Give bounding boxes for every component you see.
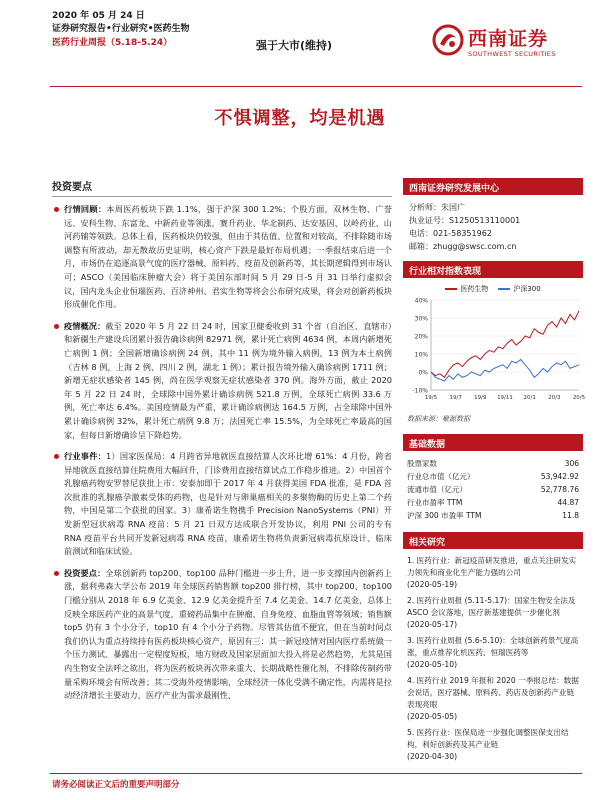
series-line: [431, 359, 579, 381]
x-tick-label: 20/1: [523, 395, 536, 401]
bullet-label: 投资要点：: [64, 567, 106, 578]
series-line: [431, 311, 579, 378]
report-category: 证券研究报告•行业研究•医药生物: [52, 24, 190, 34]
x-tick-label: 19/7: [449, 395, 462, 401]
y-tick-label: 40%: [414, 297, 428, 305]
team-title: 西南证券研究发展中心: [403, 178, 583, 195]
rating: 强于大市(维持): [256, 39, 333, 52]
related-date: (2020-05-17): [407, 620, 458, 629]
bullet-text: 1）国家医保局：4 月跨省异地就医直接结算人次环比增 61%：4 月份，跨省异地就医直接结算住院费用大幅回升，门诊费用直接结算试点工作稳步推进。2）中国首个乳腺癌药物安罗替尼获批上市：安泰加即于 2017 年 4 月获得美国 FDA 批准，是 FDA 首次批准的乳腺癌孕激素受体的药物，也是针对与卵巢癌相关的多聚物酶的历史上第二个药物，中国是第二个获批的国家。3）康希诺生物携手 Precision NanoSystems（PNI）开发新型冠状病毒 RNA 疫苗：5 月 21 日双方达成联合开发协议，利用 PNI 公司的专有 RNA 疫苗平台共同开发新冠病毒 RNA 疫苗，康希诺生物将负责新冠病毒抗原设计、临床前测试和临床试验。: [64, 451, 392, 557]
header-meta: [52, 10, 252, 51]
bullet-label: 行情回顾：: [64, 204, 107, 214]
legend-label: 医药生物: [460, 285, 489, 293]
basic-data-table: [403, 457, 583, 522]
legend-item: [445, 284, 488, 294]
related-text: 3. 医药行业周报 (5.6-5.10)：全球创新药景气度高涨，重点推荐化机医药、恒瑞医药等: [407, 636, 579, 657]
y-tick-label: 10%: [414, 351, 428, 359]
table-row: [403, 470, 583, 483]
legend-swatch: [498, 288, 510, 290]
footer-disclaimer: 请务必阅读正文后的重要声明部分: [52, 780, 180, 790]
related-text: 5. 医药行业：医保局进一步强化调整医保支出结构，利好创新药及其产业链: [407, 728, 569, 749]
x-tick-label: 19/5: [424, 395, 438, 401]
table-row: [403, 483, 583, 496]
related-item[interactable]: [407, 555, 581, 591]
row-label: 流通市值（亿元）: [407, 484, 467, 494]
footer-divider: [50, 773, 582, 774]
report-name: 医药行业周报（5.18-5.24）: [52, 38, 173, 48]
row-value: 44.87: [557, 497, 579, 507]
related-item[interactable]: [407, 595, 581, 631]
summary-bullet: [52, 203, 392, 312]
related-list: [403, 549, 583, 763]
related-date: (2020-05-05): [407, 712, 458, 721]
analyst-line: 执业证号：S1250513110001: [409, 216, 521, 225]
related-text: 2. 医药行业周报 (5.11-5.17)：国家生物安全法及 ASCO 会议落地，医疗新基建提供一步催化剂: [407, 596, 576, 617]
company-logo: [432, 20, 582, 66]
analyst-line: 分析师：朱国广: [409, 203, 465, 212]
x-tick-label: 19/9: [474, 395, 487, 401]
report-date: 2020 年 05 月 24 日: [52, 11, 145, 21]
related-date: (2020-05-10): [407, 660, 458, 669]
bullet-label: 行业事件：: [64, 451, 106, 462]
row-value: 306: [564, 458, 579, 468]
related-title: 相关研究: [403, 532, 583, 549]
index-chart: [403, 284, 586, 412]
table-row: [403, 457, 583, 470]
y-tick-label: 0%: [418, 369, 428, 377]
legend-label: 沪深300: [513, 285, 541, 293]
related-date: (2020-05-19): [407, 580, 458, 589]
analyst-line: 电话：021-58351962: [409, 229, 492, 238]
related-date: (2020-04-30): [407, 752, 458, 761]
y-tick-label: -10%: [412, 387, 428, 395]
summary-bullet: [52, 320, 392, 442]
related-item[interactable]: [407, 727, 581, 763]
page-title: 不惧调整，均是机遇: [214, 108, 386, 129]
bullet-text: 本周医药板块下跌 1.1%，强于沪深 300 1.2%；个股方面，双林生物、广誉远、安科生物、东富龙、中新药业等领涨，赛升药业、华北制药、达安基因、以岭药业、山河药辅等领跌。总体上看，医药板块仍较强，但由于其估值、位置和对较高，不排除随市场调整有所波动，却无散故历史证明，核心资产下跌是最好布局机遇；一季报结束后进一个月，市场仍在追逐高景气度的医疗器械、原料药、疫苗及创新药等，其长期逻辑得到市场认可；ASCO（美国临床肿瘤大会）将于美国东部时间 5 月 29 日-5 月 31 日举行虚拟会议，国内龙头企业恒瑞医药、百济神州、君实生物等将会公布研究成果，将会对创新药板块形成催化作用。: [64, 204, 392, 310]
summary-column: [52, 178, 392, 711]
related-item[interactable]: [407, 635, 581, 671]
x-tick-label: 20/3: [548, 395, 561, 401]
legend-swatch: [445, 288, 457, 290]
logo-text-en: SOUTHWEST SECURITIES: [468, 50, 556, 58]
bullet-label: 疫情概况：: [64, 320, 106, 331]
sidebar: [403, 178, 586, 767]
summary-heading: 投资要点: [52, 178, 392, 197]
related-text: 1. 医药行业：新冠疫苗研发推进，重点关注研发实力领先和商业化生产能力强的公司: [407, 556, 577, 577]
bullet-text: 截至 2020 年 5 月 22 日 24 时，国家卫健委收到 31 个省（自治区、直辖市）和新疆生产建设兵团累计报告确诊病例 82971 例，累计死亡病例 4634 例，本周内新增死亡病例 1 例；全国新增确诊病例 24 例，其中 11 例为境外输入病例，13 例为本土病例（吉林 8 例，上海 2 例，四川 2 例，湖北 1 例）；累计报告境外输入确诊病例 1711 例；新增无症状感染者 145 例，尚在医学观察无症状感染者 370 例。海外方面，截止 2020 年 5 月 22 日 24 时，全球除中国外累计确诊病例 521.8 万例，全球死亡病例 33.6 万例，死亡率达 6.4%。美国疫情最为严重，累计确诊病例达 164.5 万例，占全球除中国外累计确诊病例 32%，累计死亡病例 9.8 万；法国死亡率 15.5%，为全球死亡率最高的国家，但每日新增确诊呈下降趋势。: [64, 320, 392, 440]
table-row: [403, 509, 583, 522]
summary-bullet: [52, 567, 392, 703]
row-label: 行业总市值（亿元）: [407, 471, 475, 481]
chart-source: 数据来源：聚源数据: [407, 415, 470, 423]
row-value: 52,778.76: [540, 484, 579, 494]
logo-text-cn: 西南证券: [468, 28, 549, 50]
chart-plot: [403, 294, 586, 406]
table-row: [403, 496, 583, 509]
row-label: 沪深 300 市盈率 TTM: [407, 510, 482, 520]
analyst-info: [403, 195, 583, 261]
x-tick-label: 20/5: [572, 395, 586, 401]
summary-bullet: [52, 450, 392, 559]
y-tick-label: 20%: [414, 333, 428, 341]
header-divider: [50, 86, 582, 87]
y-tick-label: 30%: [414, 315, 428, 323]
x-tick-label: 19/11: [497, 395, 513, 401]
legend-item: [498, 284, 540, 294]
basic-data-title: 基础数据: [403, 434, 583, 451]
row-label: 股票家数: [407, 458, 437, 468]
bullet-text: 全球创新药 top200、top100 品种门槛进一步上升，进一步支撑国内创新药上涨，据利弗森大学公布 2019 年全球医药销售额 top200 排行榜，其中 top200、top100 门槛分别从 2018 年 6.9 亿美金、12.9 亿美金提升至 7.4 亿美金、14.7 亿美金，总体上反映全球医药产业的高景气度，重磅药品集中在肿瘤、自身免疫、血脂血管等领域；销售额 top5 仍有 3 个小分子，top10 有 4 个小分子药物。尽管其估值不便宜，但在当前时间点我们仍认为重点持续持有医药板块核心资产，原因有三：其一新冠疫情对国内医疗系统做一个压力测试、暴露出一定程度短板，地方财政及国家层面加大投入将是必然趋势，尤其是国内生物安全法呼之欲出，将为医药板块再次带来重大、长期战略性催化剂，不排除传制药带量采购环境会有所改善；其二受海外疫情影响，全球经济一体化受满不确定性，内需将是拉动经济增长主要动力，医疗产业为需求最刚性、: [64, 567, 392, 701]
chart-title: 行业相对指数表现: [403, 261, 583, 278]
chart-legend: [403, 284, 583, 294]
related-text: 4. 医药行业 2019 年报和 2020 一季报总结：数据会说话，医疗器械、原料药、药店及创新药产业链表现亮眼: [407, 676, 579, 709]
related-item[interactable]: [407, 675, 581, 723]
row-value: 11.8: [562, 510, 579, 520]
analyst-line: 邮箱：zhugg@swsc.com.cn: [409, 242, 517, 251]
row-value: 53,942.92: [540, 471, 579, 481]
row-label: 行业市盈率 TTM: [407, 497, 463, 507]
logo-icon: [432, 24, 464, 56]
